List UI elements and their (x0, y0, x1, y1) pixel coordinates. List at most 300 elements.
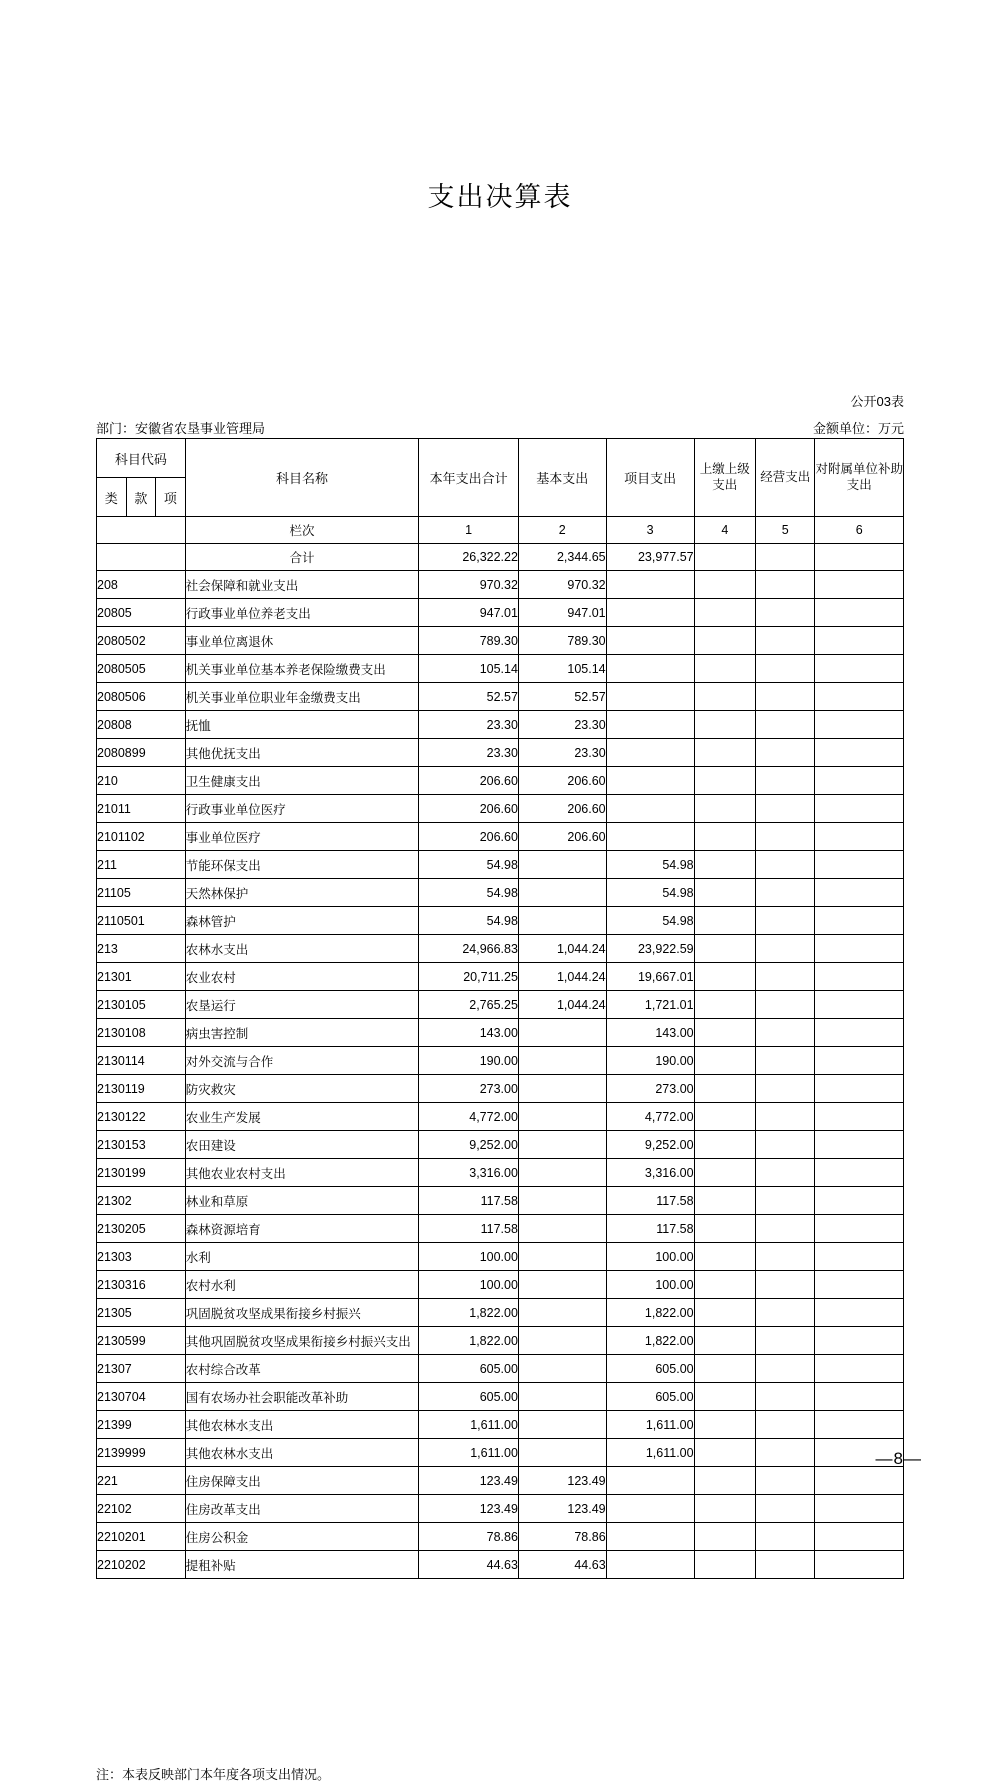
row-value-6 (815, 1243, 904, 1271)
row-value-6 (815, 1355, 904, 1383)
row-value-2: 52.57 (518, 683, 606, 711)
header-code: 科目代码 (97, 439, 186, 478)
row-value-4 (694, 655, 755, 683)
row-value-6 (815, 1523, 904, 1551)
header-col6: 对附属单位补助支出 (815, 439, 904, 517)
row-value-5 (755, 1131, 814, 1159)
row-value-3: 23,922.59 (606, 935, 694, 963)
table-row (97, 1271, 904, 1299)
row-value-2 (518, 1047, 606, 1075)
row-value-2: 206.60 (518, 823, 606, 851)
row-value-5 (755, 795, 814, 823)
row-value-6 (815, 851, 904, 879)
row-name: 住房公积金 (185, 1523, 419, 1551)
table-row (97, 1187, 904, 1215)
column-number-row (97, 517, 904, 544)
row-name: 其他农林水支出 (185, 1411, 419, 1439)
row-value-1: 23.30 (419, 711, 519, 739)
row-value-6 (815, 1187, 904, 1215)
total-c6 (815, 544, 904, 571)
row-value-1: 100.00 (419, 1271, 519, 1299)
row-value-4 (694, 823, 755, 851)
total-label: 合计 (185, 544, 419, 571)
row-code: 2080506 (97, 683, 186, 711)
row-value-6 (815, 1075, 904, 1103)
row-code: 2080502 (97, 627, 186, 655)
row-name: 节能环保支出 (185, 851, 419, 879)
row-value-2 (518, 1075, 606, 1103)
table-note: 注：本表反映部门本年度各项支出情况。 (96, 1767, 331, 1782)
header-col5: 经营支出 (755, 439, 814, 517)
page-number: —8— (875, 1449, 922, 1468)
row-value-2 (518, 1355, 606, 1383)
row-code: 21302 (97, 1187, 186, 1215)
row-value-6 (815, 599, 904, 627)
row-name: 防灾救灾 (185, 1075, 419, 1103)
col-num-2: 2 (518, 517, 606, 544)
row-value-6 (815, 627, 904, 655)
row-value-1: 20,711.25 (419, 963, 519, 991)
table-header-row (97, 439, 904, 478)
row-code: 20808 (97, 711, 186, 739)
table-row (97, 935, 904, 963)
row-value-3 (606, 739, 694, 767)
row-name: 住房改革支出 (185, 1495, 419, 1523)
row-name: 天然林保护 (185, 879, 419, 907)
row-code: 21011 (97, 795, 186, 823)
row-value-2 (518, 1411, 606, 1439)
row-code: 208 (97, 571, 186, 599)
header-lei: 类 (97, 478, 127, 517)
row-value-2 (518, 1271, 606, 1299)
row-code: 2130119 (97, 1075, 186, 1103)
row-name: 农村水利 (185, 1271, 419, 1299)
row-value-1: 206.60 (419, 795, 519, 823)
row-value-4 (694, 851, 755, 879)
row-name: 行政事业单位医疗 (185, 795, 419, 823)
expenditure-table (96, 438, 904, 1579)
row-value-6 (815, 795, 904, 823)
row-value-6 (815, 767, 904, 795)
row-value-3: 3,316.00 (606, 1159, 694, 1187)
row-value-5 (755, 1103, 814, 1131)
row-value-4 (694, 1467, 755, 1495)
row-value-4 (694, 1523, 755, 1551)
row-value-2: 970.32 (518, 571, 606, 599)
row-value-4 (694, 599, 755, 627)
table-row (97, 1047, 904, 1075)
row-value-2: 1,044.24 (518, 991, 606, 1019)
page-title: 支出决算表 (427, 182, 573, 212)
row-value-6 (815, 963, 904, 991)
row-name: 林业和草原 (185, 1187, 419, 1215)
row-value-5 (755, 1523, 814, 1551)
row-value-5 (755, 1411, 814, 1439)
total-c2: 2,344.65 (518, 544, 606, 571)
table-row (97, 851, 904, 879)
row-value-2 (518, 907, 606, 935)
row-value-6 (815, 1103, 904, 1131)
row-value-4 (694, 767, 755, 795)
row-value-5 (755, 1159, 814, 1187)
table-row (97, 907, 904, 935)
row-code: 2130205 (97, 1215, 186, 1243)
row-value-5 (755, 1495, 814, 1523)
row-name: 提租补贴 (185, 1551, 419, 1579)
row-value-4 (694, 1411, 755, 1439)
table-row (97, 823, 904, 851)
row-name: 森林管护 (185, 907, 419, 935)
table-row (97, 655, 904, 683)
row-code: 21307 (97, 1355, 186, 1383)
table-row (97, 1467, 904, 1495)
table-row (97, 1243, 904, 1271)
row-name: 机关事业单位职业年金缴费支出 (185, 683, 419, 711)
row-code: 21305 (97, 1299, 186, 1327)
row-value-5 (755, 1019, 814, 1047)
row-name: 住房保障支出 (185, 1467, 419, 1495)
row-value-6 (815, 935, 904, 963)
header-col2: 基本支出 (518, 439, 606, 517)
row-name: 事业单位离退休 (185, 627, 419, 655)
row-value-3: 1,822.00 (606, 1299, 694, 1327)
col-num-3: 3 (606, 517, 694, 544)
row-value-5 (755, 1355, 814, 1383)
row-value-6 (815, 879, 904, 907)
row-value-1: 100.00 (419, 1243, 519, 1271)
row-value-5 (755, 1439, 814, 1467)
row-value-2: 78.86 (518, 1523, 606, 1551)
row-value-2: 1,044.24 (518, 935, 606, 963)
row-value-5 (755, 1551, 814, 1579)
row-value-2: 206.60 (518, 795, 606, 823)
row-value-2: 123.49 (518, 1495, 606, 1523)
row-value-2 (518, 1299, 606, 1327)
row-value-5 (755, 1327, 814, 1355)
row-value-3: 19,667.01 (606, 963, 694, 991)
row-value-5 (755, 1383, 814, 1411)
row-code: 2080505 (97, 655, 186, 683)
row-name: 森林资源培育 (185, 1215, 419, 1243)
row-value-4 (694, 795, 755, 823)
row-value-4 (694, 1243, 755, 1271)
col-num-1: 1 (419, 517, 519, 544)
row-value-4 (694, 711, 755, 739)
row-code: 2130599 (97, 1327, 186, 1355)
row-value-5 (755, 571, 814, 599)
header-kuan: 款 (126, 478, 156, 517)
row-value-6 (815, 1299, 904, 1327)
row-name: 行政事业单位养老支出 (185, 599, 419, 627)
row-value-6 (815, 711, 904, 739)
table-row (97, 1131, 904, 1159)
row-value-5 (755, 907, 814, 935)
row-name: 其他农林水支出 (185, 1439, 419, 1467)
row-value-1: 24,966.83 (419, 935, 519, 963)
row-value-5 (755, 739, 814, 767)
row-value-4 (694, 1103, 755, 1131)
row-value-5 (755, 599, 814, 627)
row-value-3 (606, 655, 694, 683)
table-row (97, 1523, 904, 1551)
row-name: 农村综合改革 (185, 1355, 419, 1383)
row-code: 2130316 (97, 1271, 186, 1299)
row-value-2 (518, 1383, 606, 1411)
form-code-label: 公开03表 (850, 394, 904, 409)
row-value-6 (815, 571, 904, 599)
row-value-2: 44.63 (518, 1551, 606, 1579)
row-value-3: 1,611.00 (606, 1411, 694, 1439)
row-value-5 (755, 767, 814, 795)
row-value-4 (694, 1215, 755, 1243)
row-name: 抚恤 (185, 711, 419, 739)
row-value-6 (815, 823, 904, 851)
row-value-2: 23.30 (518, 739, 606, 767)
row-code: 213 (97, 935, 186, 963)
row-value-3 (606, 1551, 694, 1579)
row-code: 2130105 (97, 991, 186, 1019)
row-name: 农田建设 (185, 1131, 419, 1159)
col-num-6: 6 (815, 517, 904, 544)
row-value-4 (694, 571, 755, 599)
row-value-3: 1,721.01 (606, 991, 694, 1019)
row-code: 2130704 (97, 1383, 186, 1411)
row-name: 农业农村 (185, 963, 419, 991)
row-code: 2130153 (97, 1131, 186, 1159)
row-value-3: 100.00 (606, 1271, 694, 1299)
row-value-5 (755, 655, 814, 683)
row-value-4 (694, 1551, 755, 1579)
row-value-3 (606, 683, 694, 711)
row-value-1: 52.57 (419, 683, 519, 711)
header-col4: 上缴上级支出 (694, 439, 755, 517)
table-row (97, 1159, 904, 1187)
row-value-4 (694, 935, 755, 963)
table-row (97, 1411, 904, 1439)
row-value-2 (518, 879, 606, 907)
row-value-6 (815, 1047, 904, 1075)
total-c4 (694, 544, 755, 571)
header-name: 科目名称 (185, 439, 419, 517)
table-row (97, 1383, 904, 1411)
row-value-5 (755, 627, 814, 655)
table-row (97, 1103, 904, 1131)
row-value-5 (755, 823, 814, 851)
row-value-3: 117.58 (606, 1187, 694, 1215)
row-value-4 (694, 1047, 755, 1075)
row-value-3 (606, 767, 694, 795)
row-code: 2139999 (97, 1439, 186, 1467)
row-value-1: 123.49 (419, 1467, 519, 1495)
row-value-4 (694, 1299, 755, 1327)
row-value-5 (755, 1299, 814, 1327)
row-value-3: 273.00 (606, 1075, 694, 1103)
lanci-empty (97, 517, 186, 544)
row-name: 其他巩固脱贫攻坚成果衔接乡村振兴支出 (185, 1327, 419, 1355)
row-value-6 (815, 683, 904, 711)
table-row (97, 599, 904, 627)
row-value-6 (815, 1159, 904, 1187)
total-c5 (755, 544, 814, 571)
table-row (97, 1019, 904, 1047)
table-row (97, 795, 904, 823)
row-value-4 (694, 739, 755, 767)
row-code: 2130122 (97, 1103, 186, 1131)
row-value-1: 78.86 (419, 1523, 519, 1551)
row-value-4 (694, 1327, 755, 1355)
row-value-2: 123.49 (518, 1467, 606, 1495)
row-value-4 (694, 907, 755, 935)
row-code: 210 (97, 767, 186, 795)
row-value-6 (815, 1019, 904, 1047)
row-code: 2101102 (97, 823, 186, 851)
row-code: 21303 (97, 1243, 186, 1271)
row-value-3 (606, 627, 694, 655)
row-value-1: 105.14 (419, 655, 519, 683)
row-value-4 (694, 1439, 755, 1467)
row-value-2 (518, 1159, 606, 1187)
row-value-6 (815, 991, 904, 1019)
row-value-5 (755, 1243, 814, 1271)
row-value-4 (694, 1187, 755, 1215)
row-code: 21301 (97, 963, 186, 991)
row-value-4 (694, 627, 755, 655)
row-value-5 (755, 935, 814, 963)
row-value-3 (606, 571, 694, 599)
table-row (97, 1355, 904, 1383)
row-value-2 (518, 1019, 606, 1047)
row-value-5 (755, 1047, 814, 1075)
row-code: 2130108 (97, 1019, 186, 1047)
table-row (97, 711, 904, 739)
row-value-2 (518, 851, 606, 879)
table-row (97, 1075, 904, 1103)
row-value-4 (694, 683, 755, 711)
row-value-1: 3,316.00 (419, 1159, 519, 1187)
row-value-6 (815, 1327, 904, 1355)
row-value-1: 947.01 (419, 599, 519, 627)
row-value-3: 605.00 (606, 1383, 694, 1411)
row-value-3: 54.98 (606, 851, 694, 879)
row-name: 农垦运行 (185, 991, 419, 1019)
row-name: 事业单位医疗 (185, 823, 419, 851)
row-name: 社会保障和就业支出 (185, 571, 419, 599)
row-value-1: 54.98 (419, 879, 519, 907)
header-xiang: 项 (156, 478, 186, 517)
row-name: 病虫害控制 (185, 1019, 419, 1047)
row-code: 2130199 (97, 1159, 186, 1187)
lanci-label: 栏次 (185, 517, 419, 544)
table-total-row (97, 544, 904, 571)
row-name: 农林水支出 (185, 935, 419, 963)
row-value-2 (518, 1215, 606, 1243)
table-row (97, 627, 904, 655)
col-num-5: 5 (755, 517, 814, 544)
total-code-empty (97, 544, 186, 571)
row-value-1: 605.00 (419, 1355, 519, 1383)
row-code: 221 (97, 1467, 186, 1495)
row-code: 2080899 (97, 739, 186, 767)
row-value-1: 9,252.00 (419, 1131, 519, 1159)
row-value-2: 23.30 (518, 711, 606, 739)
table-row (97, 963, 904, 991)
row-value-3: 54.98 (606, 879, 694, 907)
row-value-1: 54.98 (419, 907, 519, 935)
row-value-5 (755, 1075, 814, 1103)
header-col3: 项目支出 (606, 439, 694, 517)
amount-unit-label: 金额单位：万元 (812, 421, 904, 436)
row-value-6 (815, 1551, 904, 1579)
row-code: 2210201 (97, 1523, 186, 1551)
row-value-3: 117.58 (606, 1215, 694, 1243)
table-row (97, 571, 904, 599)
row-value-3 (606, 1495, 694, 1523)
row-value-5 (755, 1187, 814, 1215)
row-value-4 (694, 1159, 755, 1187)
row-value-6 (815, 1495, 904, 1523)
row-value-1: 54.98 (419, 851, 519, 879)
row-value-1: 4,772.00 (419, 1103, 519, 1131)
department-label: 部门：安徽省农垦事业管理局 (96, 421, 266, 436)
total-c1: 26,322.22 (419, 544, 519, 571)
row-value-4 (694, 991, 755, 1019)
row-value-3: 9,252.00 (606, 1131, 694, 1159)
row-value-2: 1,044.24 (518, 963, 606, 991)
row-value-1: 273.00 (419, 1075, 519, 1103)
row-value-3: 1,822.00 (606, 1327, 694, 1355)
row-value-4 (694, 879, 755, 907)
row-value-1: 1,822.00 (419, 1327, 519, 1355)
row-code: 2110501 (97, 907, 186, 935)
table-row (97, 1215, 904, 1243)
row-code: 20805 (97, 599, 186, 627)
row-value-1: 206.60 (419, 823, 519, 851)
row-value-3 (606, 599, 694, 627)
row-name: 卫生健康支出 (185, 767, 419, 795)
table-row (97, 1327, 904, 1355)
row-value-5 (755, 711, 814, 739)
row-value-1: 117.58 (419, 1215, 519, 1243)
row-value-1: 44.63 (419, 1551, 519, 1579)
row-value-2 (518, 1439, 606, 1467)
row-value-1: 1,611.00 (419, 1439, 519, 1467)
row-value-2 (518, 1327, 606, 1355)
row-value-1: 143.00 (419, 1019, 519, 1047)
row-value-2: 789.30 (518, 627, 606, 655)
row-name: 对外交流与合作 (185, 1047, 419, 1075)
row-value-5 (755, 879, 814, 907)
table-row (97, 683, 904, 711)
row-value-5 (755, 1271, 814, 1299)
row-value-1: 206.60 (419, 767, 519, 795)
row-value-1: 1,822.00 (419, 1299, 519, 1327)
row-value-3: 54.98 (606, 907, 694, 935)
row-value-4 (694, 1355, 755, 1383)
row-code: 21105 (97, 879, 186, 907)
row-name: 巩固脱贫攻坚成果衔接乡村振兴 (185, 1299, 419, 1327)
row-code: 22102 (97, 1495, 186, 1523)
row-name: 农业生产发展 (185, 1103, 419, 1131)
row-code: 2130114 (97, 1047, 186, 1075)
row-value-1: 970.32 (419, 571, 519, 599)
row-value-1: 789.30 (419, 627, 519, 655)
row-value-1: 605.00 (419, 1383, 519, 1411)
header-col1: 本年支出合计 (419, 439, 519, 517)
row-value-3 (606, 795, 694, 823)
row-value-4 (694, 1495, 755, 1523)
row-value-6 (815, 1467, 904, 1495)
row-value-1: 23.30 (419, 739, 519, 767)
